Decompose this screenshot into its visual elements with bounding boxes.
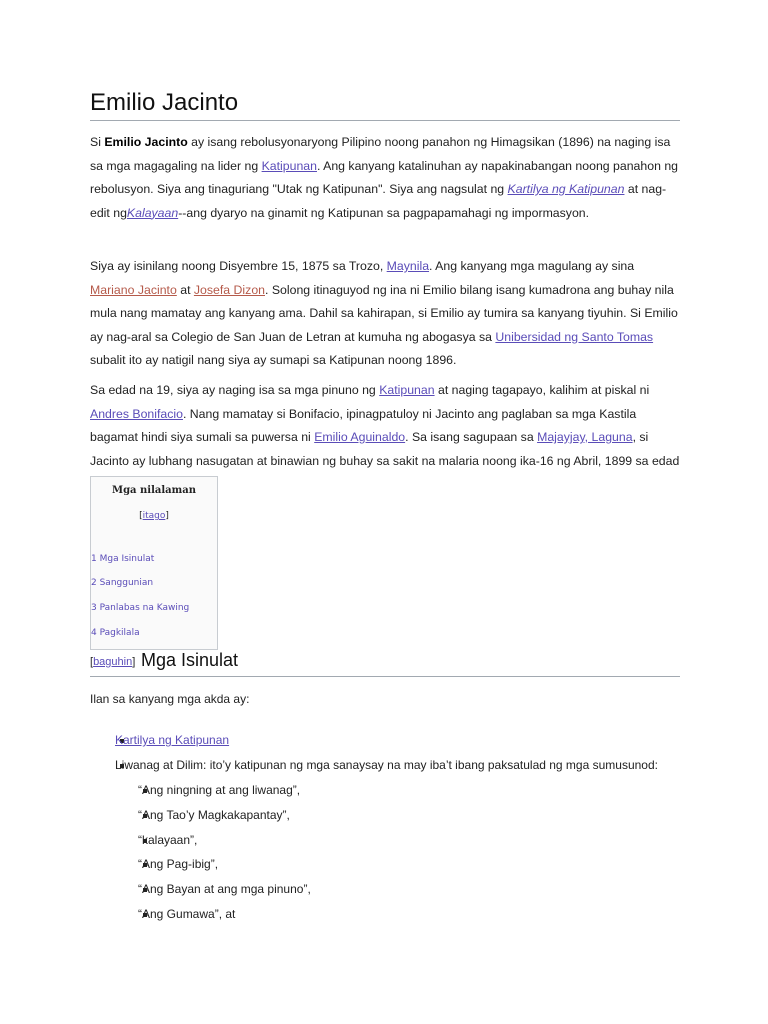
text: at nag-edit ng	[90, 182, 667, 220]
page-title: Emilio Jacinto	[90, 88, 680, 121]
text: . Sa isang sagupaan sa	[405, 430, 538, 444]
text: Siya ay isinilang noong Disyembre 15, 1875 sa Trozo,	[90, 259, 387, 273]
bracket: [	[90, 656, 94, 668]
sub-list-item: “Ang Pag-ibig”,	[138, 857, 219, 871]
text: at naging tagapayo, kalihim at piskal ni	[434, 383, 650, 397]
link-majayjay-laguna[interactable]: Majayjay, Laguna	[537, 430, 633, 444]
section-edit	[90, 656, 135, 668]
link-kalayaan[interactable]: Kalayaan	[126, 205, 179, 220]
paragraph-birth	[90, 255, 680, 373]
text: at	[176, 282, 194, 297]
link-josefa-dizon[interactable]: Josefa Dizon	[193, 282, 265, 297]
link-ust[interactable]: Unibersidad ng Santo Tomas	[495, 329, 654, 344]
text: --ang dyaryo na ginamit ng Katipunan sa pagpapamahagi ng impormasyon.	[178, 205, 590, 220]
sub-list-item: “kalayaan”,	[138, 833, 198, 847]
sub-list-item: “Ang Gumawa”, at	[138, 907, 236, 921]
bracket: ]	[132, 656, 136, 668]
link-mariano-jacinto[interactable]: Mariano Jacinto	[90, 282, 177, 297]
paragraph-intro	[90, 131, 680, 225]
bracket: ]	[165, 511, 169, 521]
text: Si	[90, 135, 105, 149]
list-item-liwanag: Liwanag at Dilim: ito’y katipunan ng mga sanaysay na may iba’t ibang paksatulad ng mga sumusunod:	[115, 758, 658, 772]
text: . Solong itinaguyod ng ina ni Emilio bilang isang kumadrona ang buhay nila mula nang mamatay ang kanyang ama. Dahil sa kahirapan, si Emilio ay tumira sa kanyang tiyuhin. Si Emilio ay nag-aral sa Colegio de San Juan de Letran at kumuha ng abogasya sa	[90, 282, 678, 344]
bold-name: Emilio Jacinto	[104, 135, 188, 149]
toc-item-pagkilala[interactable]: 4 Pagkilala	[91, 628, 140, 638]
text: . Ang kanyang mga magulang ay sina	[429, 259, 635, 273]
bracket: [	[139, 511, 143, 521]
link-andres-bonifacio[interactable]: Andres Bonifacio	[90, 406, 183, 421]
toc-item-sanggunian[interactable]: 2 Sanggunian	[91, 578, 154, 588]
section-heading: Mga Isinulat	[141, 650, 239, 670]
link-emilio-aguinaldo[interactable]: Emilio Aguinaldo	[314, 430, 406, 444]
link-kartilya[interactable]: Kartilya ng Katipunan	[507, 182, 625, 196]
text: , si Jacinto ay lubhang nasugatan at binawian ng buhay sa sakit na malaria noong ika-16 ng Abril, 1899 sa edad	[90, 430, 680, 468]
link-katipunan[interactable]: Katipunan	[261, 158, 317, 173]
toc-toggle	[91, 511, 217, 521]
link-katipunan-2[interactable]: Katipunan	[379, 383, 435, 397]
list-intro: Ilan sa kanyang mga akda ay:	[90, 692, 250, 706]
text: . Ang kanyang katalinuhan ay napakinabangan noong panahon ng rebolusyon. Siya ang tinaguriang "Utak ng Katipunan". Siya ang nagsulat ng	[90, 158, 679, 196]
sub-list-item: “Ang ningning at ang liwanag”,	[138, 783, 301, 797]
sub-list-item: “Ang Tao’y Magkakapantay”,	[138, 808, 290, 822]
link-maynila[interactable]: Maynila	[386, 259, 430, 273]
list-item-kartilya[interactable]: Kartilya ng Katipunan	[115, 733, 230, 747]
toc-item-panlabas-na-kawing[interactable]: 3 Panlabas na Kawing	[91, 603, 190, 613]
section-heading-row	[90, 650, 680, 677]
sub-list-item: “Ang Bayan at ang mga pinuno”,	[138, 882, 311, 896]
toc-hide-link[interactable]: itago	[142, 511, 166, 521]
text: . Nang mamatay si Bonifacio, ipinagpatuloy ni Jacinto ang paglaban sa mga Kastila bagamat hindi siya sumali sa puwersa ni	[90, 406, 637, 444]
text: Sa edad na 19, siya ay naging isa sa mga pinuno ng	[90, 383, 380, 397]
toc-title: Mga nilalaman	[112, 485, 196, 496]
toc-item-mga-isinulat[interactable]: 1 Mga Isinulat	[91, 554, 155, 564]
text: ay isang rebolusyonaryong Pilipino noong panahon ng Himagsikan (1896) na naging isa sa mga magagaling na lider ng	[90, 135, 671, 173]
edit-section-link[interactable]: baguhin	[93, 656, 133, 668]
table-of-contents	[90, 476, 218, 650]
text: subalit ito ay natigil nang siya ay sumapi sa Katipunan noong 1896.	[90, 353, 457, 367]
